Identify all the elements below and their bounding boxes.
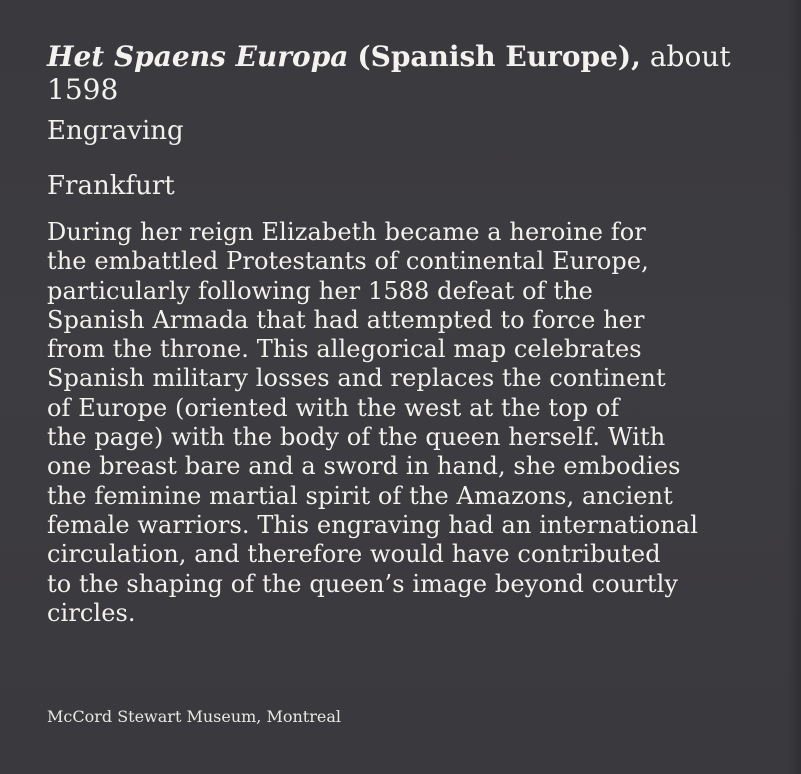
description-line: particularly following her 1588 defeat of the: [47, 276, 593, 305]
description-line: the feminine martial spirit of the Amazons, ancient: [47, 481, 673, 510]
description-line: circles.: [47, 598, 136, 627]
artwork-title-translation: (Spanish Europe),: [357, 40, 641, 73]
artwork-title: [47, 40, 737, 106]
description-line: to the shaping of the queen’s image beyond courtly: [47, 569, 679, 598]
description-line: During her reign Elizabeth became a heroine for: [47, 218, 646, 246]
credit-line: McCord Stewart Museum, Montreal: [47, 707, 341, 726]
artwork-description: [47, 218, 747, 628]
description-line: one breast bare and a sword in hand, she embodies: [47, 452, 681, 481]
artwork-medium: Engraving: [47, 116, 184, 146]
artwork-date-prefix: about: [649, 40, 731, 73]
artwork-date-year: 1598: [47, 73, 119, 106]
description-line: circulation, and therefore would have contributed: [47, 540, 661, 569]
description-line: Spanish military losses and replaces the continent: [47, 364, 666, 393]
description-line: of Europe (oriented with the west at the top of: [47, 393, 620, 422]
description-line: from the throne. This allegorical map celebrates: [47, 335, 642, 364]
artwork-title-italic: Het Spaens Europa: [47, 40, 349, 73]
description-line: Spanish Armada that had attempted to force her: [47, 305, 645, 334]
description-line: female warriors. This engraving had an international: [47, 510, 698, 539]
artwork-place: Frankfurt: [47, 171, 175, 201]
description-line: the page) with the body of the queen herself. With: [47, 423, 666, 452]
description-line: the embattled Protestants of continental Europe,: [47, 247, 649, 276]
